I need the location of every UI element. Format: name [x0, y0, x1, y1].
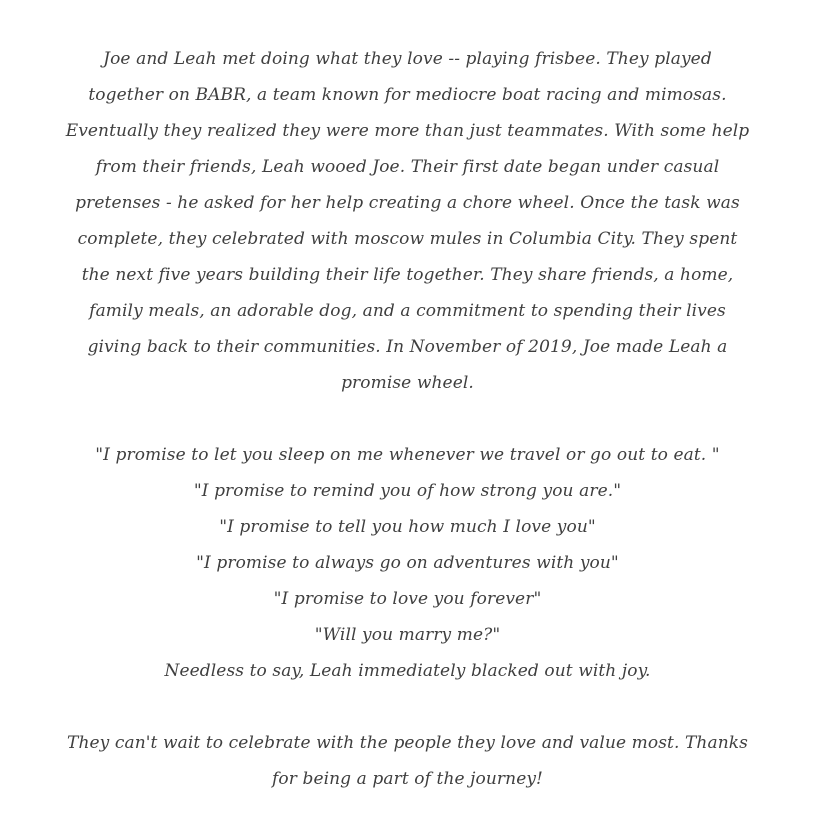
promise-line-2: "I promise to remind you of how strong you are."	[193, 481, 622, 501]
paragraph-spacer	[60, 401, 755, 437]
proposal-line: "Will you marry me?"	[314, 625, 501, 645]
promise-line-3: "I promise to tell you how much I love you"	[219, 517, 596, 537]
promise-line-1: "I promise to let you sleep on me whenever we travel or go out to eat. "	[95, 445, 720, 465]
story-intro-paragraph: Joe and Leah met doing what they love -- playing frisbee. They played together on BABR, a team known for mediocre boat racing and mimosas. Eventually they realized they were more than just teammates. With some help from their friends, Leah wooed Joe. Their first date began under casual pretenses - he asked for her help creating a chore wheel. Once the task was complete, they celebrated with moscow mules in Columbia City. They spent the next five years building their life together. They share friends, a home, family meals, an adorable dog, and a commitment to spending their lives giving back to their communities. In November of 2019, Joe made Leah a promise wheel.	[65, 49, 750, 393]
aftermath-line: Needless to say, Leah immediately blacked out with joy.	[164, 661, 651, 681]
closing-paragraph: They can't wait to celebrate with the people they love and value most. Thanks for being a part of the journey!	[67, 733, 748, 789]
paragraph-spacer	[60, 689, 755, 725]
promise-line-4: "I promise to always go on adventures with you"	[196, 553, 619, 573]
story-text-block	[60, 41, 755, 797]
promises-paragraph	[60, 437, 755, 689]
promise-line-5: "I promise to love you forever"	[273, 589, 542, 609]
